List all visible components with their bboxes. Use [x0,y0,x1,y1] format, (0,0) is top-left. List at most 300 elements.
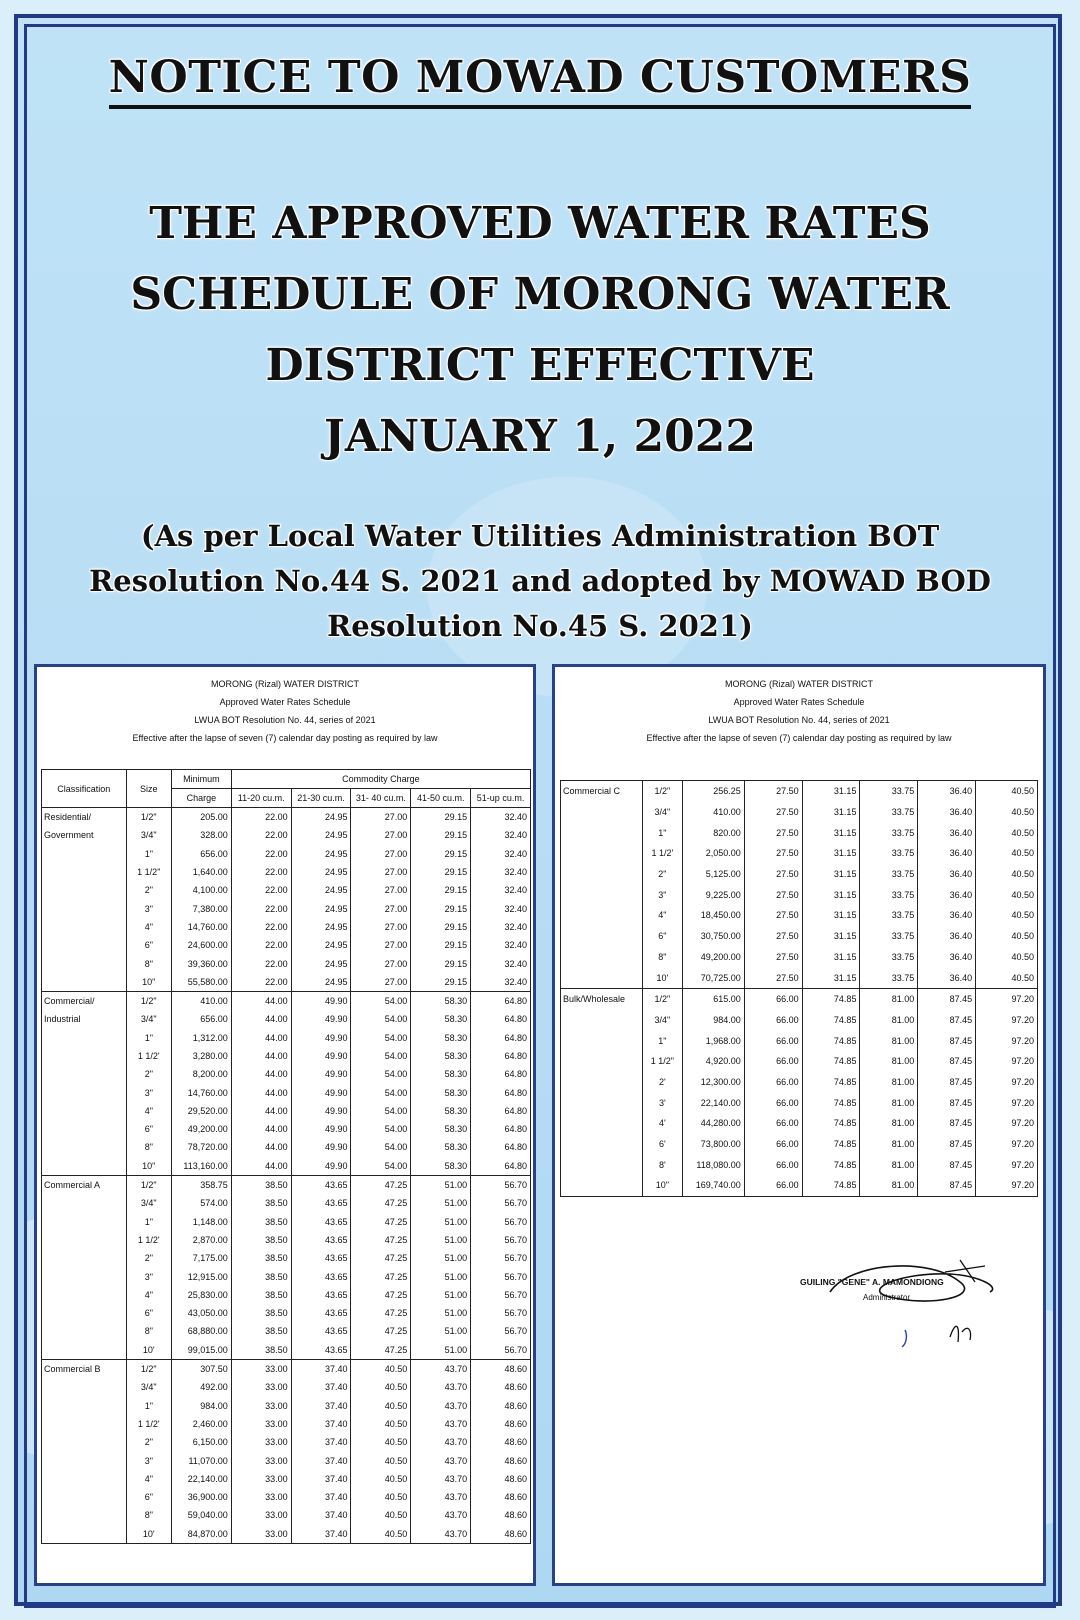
commodity-rate-cell: 31.15 [802,822,860,843]
size-cell: 3/4" [642,802,682,823]
size-cell: 8" [126,1322,171,1340]
commodity-rate-cell: 31.15 [802,926,860,947]
table-row [42,1231,531,1249]
size-cell: 1/2" [126,1359,171,1378]
commodity-rate-cell: 38.50 [231,1213,291,1231]
classification-cell [42,936,127,954]
commodity-rate-cell: 33.00 [231,1525,291,1544]
commodity-rate-cell: 37.40 [291,1525,351,1544]
commodity-rate-cell: 40.50 [976,802,1038,823]
table-row [561,1092,1038,1113]
classification-cell [561,1010,643,1031]
commodity-rate-cell: 40.50 [976,884,1038,905]
classification-cell [561,1030,643,1051]
commodity-rate-cell: 54.00 [351,1120,411,1138]
commodity-rate-cell: 29.15 [411,881,471,899]
minimum-charge-cell: 22,140.00 [171,1470,231,1488]
commodity-rate-cell: 49.90 [291,1102,351,1120]
commodity-rate-cell: 22.00 [231,954,291,972]
table-row [42,1286,531,1304]
size-cell: 4" [126,1102,171,1120]
minimum-charge-cell: 59,040.00 [171,1506,231,1524]
commodity-rate-cell: 22.00 [231,845,291,863]
minimum-charge-cell: 14,760.00 [171,1083,231,1101]
commodity-rate-cell: 81.00 [860,1051,918,1072]
commodity-rate-cell: 37.40 [291,1506,351,1524]
commodity-rate-cell: 64.80 [471,1102,531,1120]
commodity-rate-cell: 29.15 [411,826,471,844]
commodity-rate-cell: 97.20 [976,1030,1038,1051]
classification-cell [561,1072,643,1093]
commodity-rate-cell: 31.15 [802,967,860,988]
commodity-rate-cell: 33.00 [231,1359,291,1378]
minimum-charge-cell: 984.00 [682,1010,744,1031]
minimum-charge-cell: 29,520.00 [171,1102,231,1120]
commodity-rate-cell: 43.65 [291,1322,351,1340]
commodity-rate-cell: 40.50 [351,1397,411,1415]
commodity-rate-cell: 43.65 [291,1194,351,1212]
commodity-rate-cell: 87.45 [918,1134,976,1155]
commodity-rate-cell: 33.75 [860,864,918,885]
commodity-rate-cell: 54.00 [351,1047,411,1065]
size-cell: 2' [642,1072,682,1093]
size-cell: 3" [126,1267,171,1285]
commodity-rate-cell: 27.00 [351,808,411,827]
commodity-rate-cell: 40.50 [351,1378,411,1396]
classification-cell [42,1506,127,1524]
minimum-charge-cell: 1,312.00 [171,1029,231,1047]
header-bracket: 51-up cu.m. [471,789,531,808]
classification-cell [42,1415,127,1433]
commodity-rate-cell: 43.65 [291,1267,351,1285]
classification-cell [42,954,127,972]
classification-cell [42,1102,127,1120]
commodity-rate-cell: 40.50 [976,843,1038,864]
commodity-rate-cell: 38.50 [231,1341,291,1360]
size-cell: 2" [126,881,171,899]
minimum-charge-cell: 118,080.00 [682,1154,744,1175]
commodity-rate-cell: 40.50 [976,781,1038,802]
minimum-charge-cell: 2,050.00 [682,843,744,864]
table-row [42,1102,531,1120]
commodity-rate-cell: 47.25 [351,1304,411,1322]
size-cell: 3" [126,1083,171,1101]
commodity-rate-cell: 54.00 [351,1010,411,1028]
size-cell: 3' [642,1092,682,1113]
commodity-rate-cell: 56.70 [471,1322,531,1340]
classification-cell [42,1451,127,1469]
classification-cell: Commercial A [42,1175,127,1194]
minimum-charge-cell: 3,280.00 [171,1047,231,1065]
commodity-rate-cell: 27.00 [351,826,411,844]
commodity-rate-cell: 87.45 [918,1010,976,1031]
commodity-rate-cell: 38.50 [231,1322,291,1340]
commodity-rate-cell: 36.40 [918,967,976,988]
size-cell: 8" [126,1506,171,1524]
table-row [42,1525,531,1544]
table-row [42,881,531,899]
size-cell: 1 1/2" [642,1051,682,1072]
commodity-rate-cell: 56.70 [471,1304,531,1322]
commodity-rate-cell: 51.00 [411,1175,471,1194]
commodity-rate-cell: 97.20 [976,1154,1038,1175]
commodity-rate-cell: 22.00 [231,936,291,954]
commodity-rate-cell: 56.70 [471,1175,531,1194]
commodity-rate-cell: 81.00 [860,1010,918,1031]
commodity-rate-cell: 36.40 [918,864,976,885]
commodity-rate-cell: 37.40 [291,1415,351,1433]
commodity-rate-cell: 33.00 [231,1378,291,1396]
table-row [42,1433,531,1451]
commodity-rate-cell: 43.70 [411,1488,471,1506]
commodity-rate-cell: 56.70 [471,1213,531,1231]
minimum-charge-cell: 492.00 [171,1378,231,1396]
commodity-rate-cell: 81.00 [860,1175,918,1196]
size-cell: 4" [126,1470,171,1488]
commodity-rate-cell: 44.00 [231,1029,291,1047]
commodity-rate-cell: 31.15 [802,843,860,864]
commodity-rate-cell: 64.80 [471,1029,531,1047]
table-row [42,1138,531,1156]
commodity-rate-cell: 29.15 [411,973,471,992]
commodity-rate-cell: 40.50 [351,1525,411,1544]
commodity-rate-cell: 74.85 [802,1092,860,1113]
table-row [42,973,531,992]
commodity-rate-cell: 24.95 [291,808,351,827]
commodity-rate-cell: 66.00 [744,1051,802,1072]
commodity-rate-cell: 38.50 [231,1231,291,1249]
commodity-rate-cell: 36.40 [918,905,976,926]
commodity-rate-cell: 24.95 [291,881,351,899]
minimum-charge-cell: 358.75 [171,1175,231,1194]
minimum-charge-cell: 12,915.00 [171,1267,231,1285]
table-row [42,826,531,844]
classification-cell [561,802,643,823]
commodity-rate-cell: 27.50 [744,843,802,864]
commodity-rate-cell: 32.40 [471,973,531,992]
commodity-rate-cell: 38.50 [231,1267,291,1285]
minimum-charge-cell: 820.00 [682,822,744,843]
classification-cell [561,864,643,885]
commodity-rate-cell: 64.80 [471,991,531,1010]
commodity-rate-cell: 81.00 [860,1134,918,1155]
commodity-rate-cell: 66.00 [744,1154,802,1175]
classification-cell [42,1029,127,1047]
commodity-rate-cell: 27.00 [351,845,411,863]
rates-sheet-left [34,664,536,1586]
table-row [561,1113,1038,1134]
commodity-rate-cell: 44.00 [231,1138,291,1156]
commodity-rate-cell: 49.90 [291,991,351,1010]
commodity-rate-cell: 33.75 [860,822,918,843]
main-title: THE APPROVED WATER RATES SCHEDULE OF MORONG WATER DISTRICT EFFECTIVE JANUARY 1, 2022 [130,198,950,462]
commodity-rate-cell: 58.30 [411,991,471,1010]
commodity-rate-cell: 33.75 [860,843,918,864]
classification-cell [42,1397,127,1415]
classification-cell [42,1231,127,1249]
commodity-rate-cell: 64.80 [471,1120,531,1138]
classification-cell [42,1470,127,1488]
commodity-rate-cell: 74.85 [802,1175,860,1196]
commodity-rate-cell: 44.00 [231,1083,291,1101]
commodity-rate-cell: 36.40 [918,884,976,905]
commodity-rate-cell: 64.80 [471,1010,531,1028]
commodity-rate-cell: 56.70 [471,1286,531,1304]
size-cell: 4" [642,905,682,926]
classification-cell [42,1157,127,1176]
commodity-rate-cell: 51.00 [411,1231,471,1249]
commodity-rate-cell: 48.60 [471,1378,531,1396]
classification-cell [561,926,643,947]
resolution-subtitle: (As per Local Water Utilities Administration BOT Resolution No.44 S. 2021 and adopted by MOWAD BOD Resolution No.45 S. 2021) [89,519,991,643]
commodity-rate-cell: 49.90 [291,1120,351,1138]
commodity-rate-cell: 40.50 [351,1506,411,1524]
size-cell: 10' [126,1341,171,1360]
commodity-rate-cell: 49.90 [291,1047,351,1065]
commodity-rate-cell: 27.50 [744,967,802,988]
commodity-rate-cell: 32.40 [471,954,531,972]
commodity-rate-cell: 51.00 [411,1249,471,1267]
commodity-rate-cell: 56.70 [471,1249,531,1267]
commodity-rate-cell: 43.65 [291,1286,351,1304]
size-cell: 2" [126,1065,171,1083]
size-cell: 4' [642,1113,682,1134]
commodity-rate-cell: 40.50 [976,822,1038,843]
commodity-rate-cell: 43.70 [411,1415,471,1433]
commodity-rate-cell: 74.85 [802,1072,860,1093]
commodity-rate-cell: 27.50 [744,822,802,843]
table-row [42,1488,531,1506]
classification-cell: Bulk/Wholesale [561,988,643,1009]
commodity-rate-cell: 43.70 [411,1397,471,1415]
commodity-rate-cell: 33.00 [231,1451,291,1469]
commodity-rate-cell: 43.70 [411,1433,471,1451]
minimum-charge-cell: 2,460.00 [171,1415,231,1433]
minimum-charge-cell: 4,100.00 [171,881,231,899]
commodity-rate-cell: 27.50 [744,781,802,802]
commodity-rate-cell: 66.00 [744,1092,802,1113]
table-row [42,1194,531,1212]
size-cell: 3" [126,899,171,917]
commodity-rate-cell: 24.95 [291,899,351,917]
commodity-rate-cell: 74.85 [802,1051,860,1072]
minimum-charge-cell: 574.00 [171,1194,231,1212]
commodity-rate-cell: 43.70 [411,1451,471,1469]
classification-cell [42,863,127,881]
header-bracket: 11-20 cu.m. [231,789,291,808]
minimum-charge-cell: 30,750.00 [682,926,744,947]
commodity-rate-cell: 48.60 [471,1451,531,1469]
commodity-rate-cell: 38.50 [231,1249,291,1267]
table-row [42,863,531,881]
commodity-rate-cell: 29.15 [411,899,471,917]
commodity-rate-cell: 74.85 [802,1154,860,1175]
minimum-charge-cell: 2,870.00 [171,1231,231,1249]
commodity-rate-cell: 31.15 [802,947,860,968]
classification-cell: Commercial C [561,781,643,802]
commodity-rate-cell: 29.15 [411,845,471,863]
minimum-charge-cell: 99,015.00 [171,1341,231,1360]
commodity-rate-cell: 74.85 [802,1010,860,1031]
table-row [42,1304,531,1322]
commodity-rate-cell: 38.50 [231,1286,291,1304]
commodity-rate-cell: 51.00 [411,1213,471,1231]
table-row [561,802,1038,823]
header-classification: Classification [42,770,127,808]
classification-cell [42,845,127,863]
table-row [42,1249,531,1267]
commodity-rate-cell: 40.50 [976,967,1038,988]
size-cell: 1" [642,822,682,843]
table-row [561,967,1038,988]
classification-cell: Industrial [42,1010,127,1028]
commodity-rate-cell: 58.30 [411,1065,471,1083]
minimum-charge-cell: 70,725.00 [682,967,744,988]
commodity-rate-cell: 29.15 [411,808,471,827]
table-row [561,1051,1038,1072]
classification-cell [42,1083,127,1101]
size-cell: 8" [126,1138,171,1156]
commodity-rate-cell: 27.00 [351,899,411,917]
size-cell: 1 1/2" [126,863,171,881]
commodity-rate-cell: 56.70 [471,1231,531,1249]
commodity-rate-cell: 43.65 [291,1304,351,1322]
size-cell: 6" [126,936,171,954]
commodity-rate-cell: 49.90 [291,1029,351,1047]
size-cell: 1" [642,1030,682,1051]
minimum-charge-cell: 1,968.00 [682,1030,744,1051]
commodity-rate-cell: 56.70 [471,1341,531,1360]
commodity-rate-cell: 32.40 [471,808,531,827]
commodity-rate-cell: 22.00 [231,863,291,881]
commodity-rate-cell: 22.00 [231,808,291,827]
classification-cell [561,822,643,843]
commodity-rate-cell: 87.45 [918,1072,976,1093]
minimum-charge-cell: 36,900.00 [171,1488,231,1506]
classification-cell [561,884,643,905]
commodity-rate-cell: 74.85 [802,1113,860,1134]
classification-cell [42,1488,127,1506]
header-bracket: 21-30 cu.m. [291,789,351,808]
commodity-rate-cell: 31.15 [802,864,860,885]
commodity-rate-cell: 32.40 [471,936,531,954]
commodity-rate-cell: 58.30 [411,1083,471,1101]
minimum-charge-cell: 615.00 [682,988,744,1009]
table-row [42,1451,531,1469]
commodity-rate-cell: 51.00 [411,1304,471,1322]
commodity-rate-cell: 87.45 [918,1113,976,1134]
header-charge: Charge [171,789,231,808]
minimum-charge-cell: 25,830.00 [171,1286,231,1304]
table-row [42,1047,531,1065]
commodity-rate-cell: 47.25 [351,1249,411,1267]
table-row [42,1322,531,1340]
commodity-rate-cell: 74.85 [802,1030,860,1051]
table-row [42,845,531,863]
commodity-rate-cell: 58.30 [411,1047,471,1065]
commodity-rate-cell: 97.20 [976,1010,1038,1031]
table-row [561,1175,1038,1196]
commodity-rate-cell: 87.45 [918,1092,976,1113]
commodity-rate-cell: 64.80 [471,1065,531,1083]
commodity-rate-cell: 66.00 [744,1072,802,1093]
commodity-rate-cell: 36.40 [918,926,976,947]
commodity-rate-cell: 47.25 [351,1194,411,1212]
commodity-rate-cell: 66.00 [744,988,802,1009]
commodity-rate-cell: 44.00 [231,991,291,1010]
minimum-charge-cell: 5,125.00 [682,864,744,885]
size-cell: 10" [126,1157,171,1176]
commodity-rate-cell: 81.00 [860,1092,918,1113]
commodity-rate-cell: 81.00 [860,1030,918,1051]
table-row [561,905,1038,926]
commodity-rate-cell: 58.30 [411,1157,471,1176]
commodity-rate-cell: 74.85 [802,1134,860,1155]
commodity-rate-cell: 51.00 [411,1194,471,1212]
commodity-rate-cell: 33.75 [860,905,918,926]
commodity-rate-cell: 87.45 [918,988,976,1009]
commodity-rate-cell: 97.20 [976,988,1038,1009]
commodity-rate-cell: 40.50 [351,1488,411,1506]
classification-cell: Commercial B [42,1359,127,1378]
size-cell: 8" [126,954,171,972]
commodity-rate-cell: 29.15 [411,863,471,881]
commodity-rate-cell: 37.40 [291,1359,351,1378]
commodity-rate-cell: 54.00 [351,1083,411,1101]
commodity-rate-cell: 40.50 [976,905,1038,926]
classification-cell [561,1113,643,1134]
commodity-rate-cell: 64.80 [471,1083,531,1101]
commodity-rate-cell: 22.00 [231,973,291,992]
signatory-name: GUILING "GENE" A. MAMONDIONG [800,1277,944,1287]
commodity-rate-cell: 44.00 [231,1065,291,1083]
size-cell: 10' [126,1525,171,1544]
commodity-rate-cell: 31.15 [802,905,860,926]
commodity-rate-cell: 43.70 [411,1359,471,1378]
commodity-rate-cell: 29.15 [411,936,471,954]
commodity-rate-cell: 51.00 [411,1322,471,1340]
size-cell: 1 1/2' [126,1415,171,1433]
commodity-rate-cell: 37.40 [291,1433,351,1451]
table-row [42,899,531,917]
minimum-charge-cell: 73,800.00 [682,1134,744,1155]
commodity-rate-cell: 64.80 [471,1138,531,1156]
classification-cell [561,843,643,864]
commodity-rate-cell: 27.50 [744,864,802,885]
commodity-rate-cell: 27.50 [744,947,802,968]
table-row [561,781,1038,802]
commodity-rate-cell: 54.00 [351,1029,411,1047]
table-row [42,1470,531,1488]
minimum-charge-cell: 49,200.00 [682,947,744,968]
table-row [561,884,1038,905]
size-cell: 1 1/2' [642,843,682,864]
size-cell: 4" [126,1286,171,1304]
commodity-rate-cell: 31.15 [802,884,860,905]
commodity-rate-cell: 58.30 [411,1029,471,1047]
size-cell: 3" [642,884,682,905]
commodity-rate-cell: 43.65 [291,1231,351,1249]
size-cell: 10' [642,967,682,988]
commodity-rate-cell: 43.65 [291,1249,351,1267]
minimum-charge-cell: 205.00 [171,808,231,827]
classification-cell [42,1194,127,1212]
table-row [42,1083,531,1101]
commodity-rate-cell: 27.00 [351,973,411,992]
commodity-rate-cell: 36.40 [918,802,976,823]
classification-cell [42,1249,127,1267]
header-size: Size [126,770,171,808]
